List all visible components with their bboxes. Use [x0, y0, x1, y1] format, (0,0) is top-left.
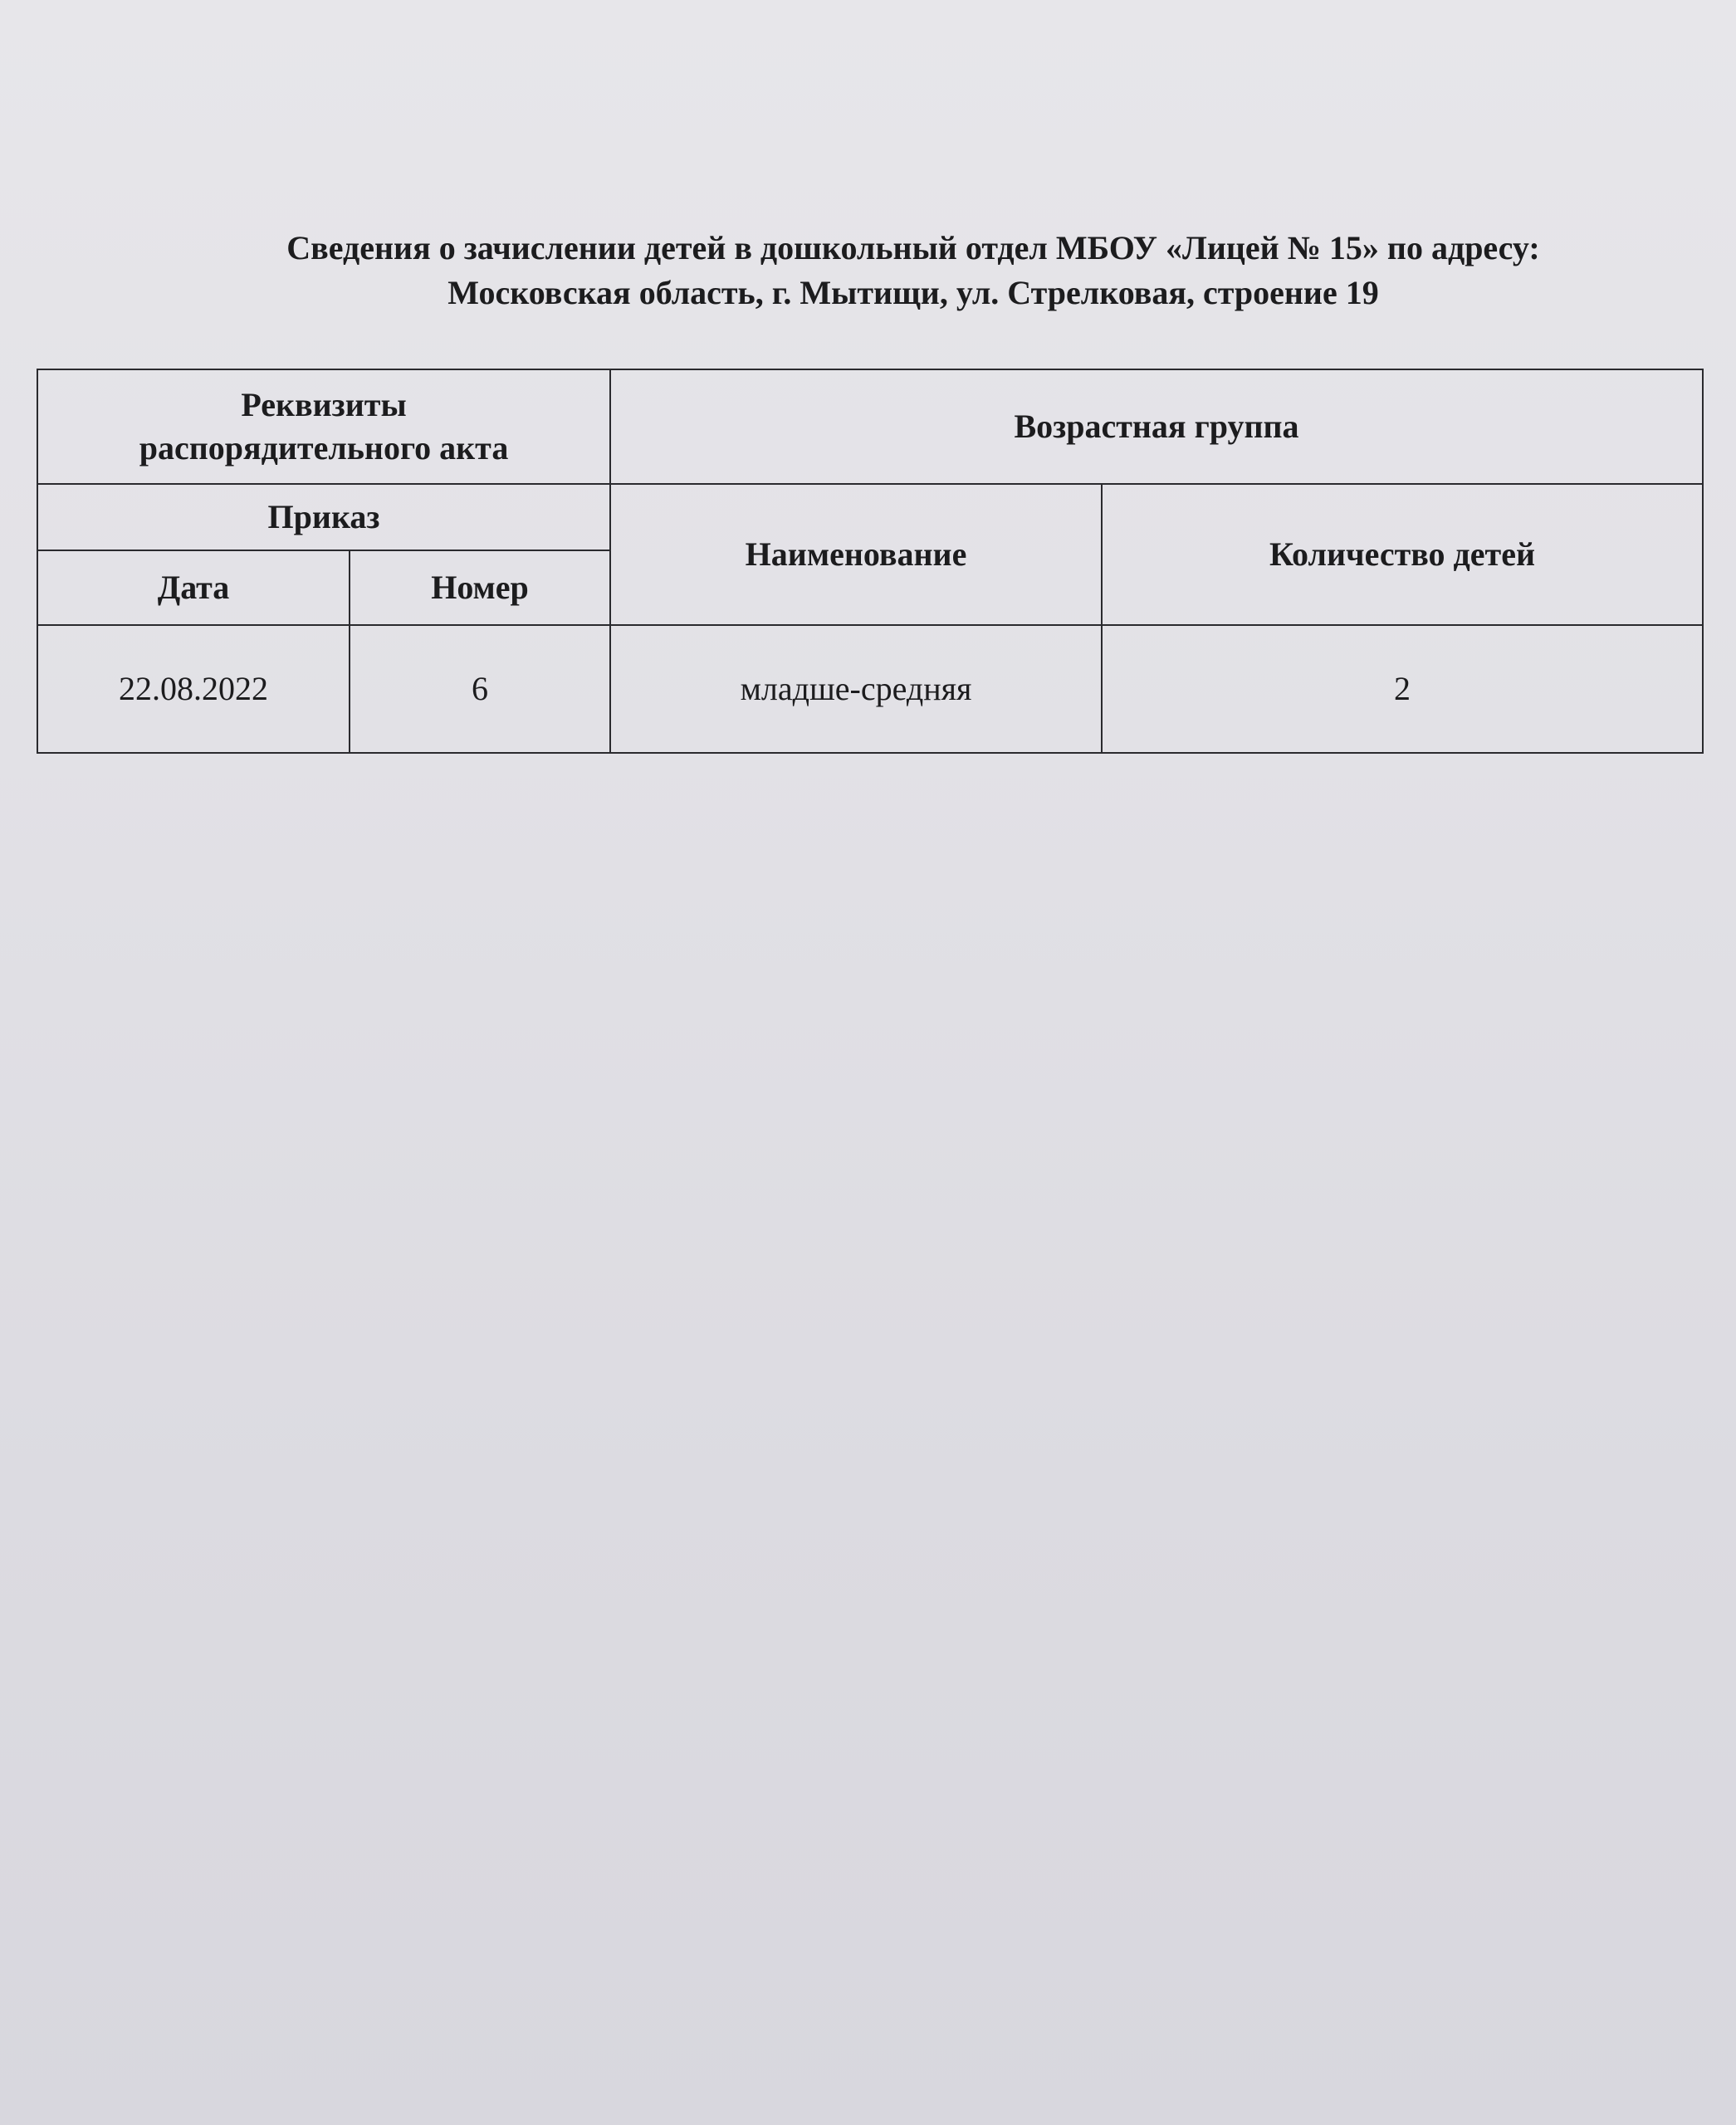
- header-date: Дата: [37, 550, 350, 625]
- header-order: Приказ: [37, 484, 610, 550]
- cell-children-count: 2: [1102, 625, 1703, 753]
- header-name: Наименование: [610, 484, 1102, 625]
- header-requisites: [37, 369, 610, 484]
- table-row: [37, 625, 1703, 753]
- cell-name: младше-средняя: [610, 625, 1102, 753]
- enrollment-table: [37, 369, 1704, 754]
- header-row-1: [37, 369, 1703, 484]
- header-number: Номер: [350, 550, 610, 625]
- cell-number: 6: [350, 625, 610, 753]
- header-children-count: Количество детей: [1102, 484, 1703, 625]
- header-requisites-line-2: распорядительного акта: [139, 429, 509, 467]
- header-row-2: [37, 484, 1703, 550]
- document-title: [100, 226, 1727, 315]
- header-requisites-line-1: Реквизиты: [241, 386, 407, 423]
- cell-date: 22.08.2022: [37, 625, 350, 753]
- title-line-2: Московская область, г. Мытищи, ул. Стрелковая, строение 19: [447, 274, 1379, 311]
- title-line-1: Сведения о зачислении детей в дошкольный отдел МБОУ «Лицей № 15» по адресу:: [286, 229, 1540, 266]
- header-age-group: Возрастная группа: [610, 369, 1703, 484]
